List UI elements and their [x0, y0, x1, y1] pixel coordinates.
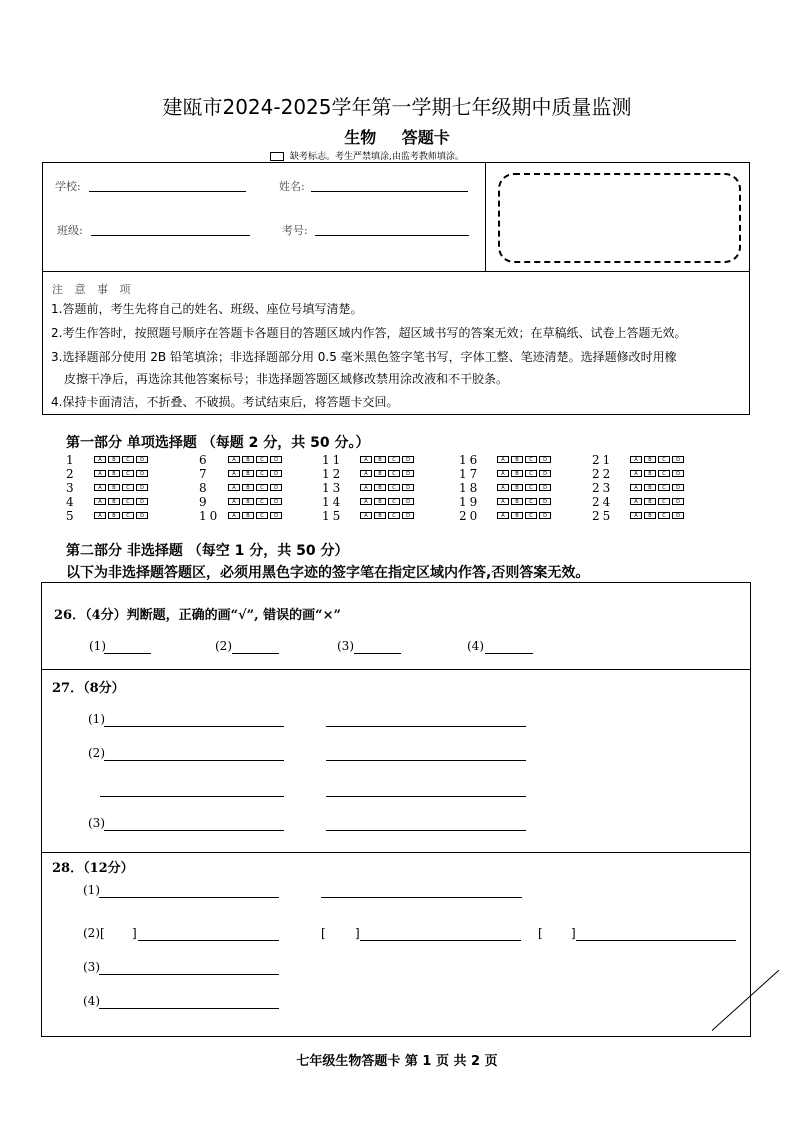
q27-answer-line[interactable]	[326, 796, 526, 797]
q27-answer-line[interactable]	[104, 726, 284, 727]
choice-bubble[interactable]: C	[525, 456, 537, 463]
q28-label: (2)[	[83, 926, 105, 940]
choice-bubble[interactable]: D	[402, 456, 414, 463]
name-field[interactable]	[311, 191, 468, 192]
q26-answer-line[interactable]	[354, 653, 401, 654]
choice-bubble[interactable]: D	[539, 484, 551, 491]
question-28-box	[41, 852, 751, 1037]
page-footer: 七年级生物答题卡 第 1 页 共 2 页	[296, 1054, 498, 1069]
choice-bubble[interactable]: C	[256, 512, 268, 519]
notice-item: 4.保持卡面清洁，不折叠、不破损。考试结束后，将答题卡交回。	[51, 395, 399, 409]
choice-bubble[interactable]: A	[630, 512, 642, 519]
choice-bubble[interactable]: D	[270, 470, 282, 477]
choice-options	[228, 484, 282, 491]
q28-bracket: ]	[132, 926, 137, 940]
divider	[485, 162, 486, 272]
choice-number: 5	[66, 509, 77, 523]
choice-options	[630, 456, 684, 463]
choice-bubble[interactable]: B	[644, 498, 656, 505]
choice-options	[630, 512, 684, 519]
choice-bubble[interactable]: D	[672, 456, 684, 463]
choice-bubble[interactable]: C	[256, 498, 268, 505]
choice-number: 6	[199, 453, 210, 467]
choice-bubble[interactable]: C	[388, 470, 400, 477]
choice-bubble[interactable]: D	[672, 470, 684, 477]
choice-bubble[interactable]: D	[136, 512, 148, 519]
choice-bubble[interactable]: A	[228, 470, 240, 477]
q27-answer-line[interactable]	[104, 760, 284, 761]
choice-bubble[interactable]: C	[658, 470, 670, 477]
choice-bubble[interactable]: A	[228, 456, 240, 463]
choice-bubble[interactable]: D	[672, 484, 684, 491]
divider	[42, 271, 750, 272]
q27-label: (3)	[88, 816, 105, 830]
choice-number: 24	[592, 495, 614, 509]
choice-bubble[interactable]: A	[360, 456, 372, 463]
choice-options	[228, 512, 282, 519]
q28-bracket: [	[321, 926, 326, 940]
choice-bubble[interactable]: C	[658, 456, 670, 463]
choice-bubble[interactable]: B	[242, 484, 254, 491]
q28-answer-line[interactable]	[360, 940, 521, 941]
choice-bubble[interactable]: A	[630, 498, 642, 505]
choice-bubble[interactable]: A	[630, 470, 642, 477]
choice-options	[630, 470, 684, 477]
choice-bubble[interactable]: B	[242, 456, 254, 463]
choice-options	[228, 456, 282, 463]
choice-bubble[interactable]: A	[94, 498, 106, 505]
school-label: 学校:	[55, 180, 81, 193]
part2-title: 第二部分 非选择题 （每空 1 分，共 50 分）	[66, 543, 349, 559]
notice-item: 2.考生作答时，按照题号顺序在答题卡各题目的答题区域内作答，超区域书写的答案无效；在草稿纸、试卷上答题无效。	[51, 326, 687, 340]
choice-number: 18	[459, 481, 481, 495]
choice-options	[94, 470, 148, 477]
choice-bubble[interactable]: D	[270, 512, 282, 519]
choice-bubble[interactable]: D	[672, 512, 684, 519]
choice-options	[630, 484, 684, 491]
choice-bubble[interactable]: B	[644, 484, 656, 491]
q28-label: (4)	[83, 994, 100, 1008]
choice-number: 12	[322, 467, 344, 481]
choice-options	[497, 456, 551, 463]
q28-bracket: ]	[571, 926, 576, 940]
choice-bubble[interactable]: D	[136, 470, 148, 477]
q26-label: (2)	[215, 639, 232, 653]
choice-bubble[interactable]: C	[256, 470, 268, 477]
choice-bubble[interactable]: A	[228, 512, 240, 519]
choice-bubble[interactable]: B	[108, 512, 120, 519]
q28-bracket: ]	[355, 926, 360, 940]
choice-bubble[interactable]: A	[497, 456, 509, 463]
choice-bubble[interactable]: C	[388, 484, 400, 491]
choice-options	[360, 456, 414, 463]
choice-number: 17	[459, 467, 481, 481]
q26-label: (4)	[467, 639, 484, 653]
choice-number: 13	[322, 481, 344, 495]
choice-bubble[interactable]: D	[539, 470, 551, 477]
choice-options	[497, 512, 551, 519]
choice-options	[228, 498, 282, 505]
choice-bubble[interactable]: C	[122, 470, 134, 477]
q26-label: (3)	[337, 639, 354, 653]
barcode-area	[498, 173, 741, 263]
choice-bubble[interactable]: B	[511, 498, 523, 505]
choice-bubble[interactable]: C	[525, 512, 537, 519]
q27-answer-line[interactable]	[104, 830, 284, 831]
absent-checkbox[interactable]	[270, 152, 284, 161]
q26-label: (1)	[89, 639, 106, 653]
choice-bubble[interactable]: D	[402, 512, 414, 519]
q27-answer-line[interactable]	[100, 796, 284, 797]
choice-bubble[interactable]: C	[658, 498, 670, 505]
choice-number: 21	[592, 453, 614, 467]
choice-bubble[interactable]: A	[228, 498, 240, 505]
choice-bubble[interactable]: B	[374, 470, 386, 477]
choice-bubble[interactable]: D	[270, 456, 282, 463]
choice-bubble[interactable]: A	[360, 470, 372, 477]
choice-bubble[interactable]: C	[122, 484, 134, 491]
q28-answer-line[interactable]	[321, 897, 522, 898]
choice-bubble[interactable]: B	[644, 512, 656, 519]
notice-item: 皮擦干净后，再选涂其他答案标号；非选择题答题区域修改禁用涂改液和不干胶条。	[64, 372, 509, 386]
choice-options	[497, 470, 551, 477]
choice-number: 7	[199, 467, 210, 481]
choice-number: 10	[199, 509, 221, 523]
absent-mark	[270, 149, 464, 162]
choice-number: 20	[459, 509, 481, 523]
choice-bubble[interactable]: D	[539, 512, 551, 519]
q27-label: (1)	[88, 712, 105, 726]
q28-label: (1)	[83, 883, 100, 897]
q28-answer-line[interactable]	[99, 897, 279, 898]
choice-bubble[interactable]: A	[497, 484, 509, 491]
choice-number: 11	[322, 453, 344, 467]
q26-answer-line[interactable]	[104, 653, 151, 654]
choice-options	[94, 498, 148, 505]
choice-bubble[interactable]: B	[108, 498, 120, 505]
choice-bubble[interactable]: C	[658, 484, 670, 491]
number-label: 考号:	[282, 224, 308, 237]
choice-bubble[interactable]: B	[374, 512, 386, 519]
choice-bubble[interactable]: A	[94, 456, 106, 463]
choice-bubble[interactable]: C	[525, 484, 537, 491]
choice-options	[360, 484, 414, 491]
choice-number: 8	[199, 481, 210, 495]
q28-answer-line[interactable]	[576, 940, 736, 941]
page-title: 建瓯市2024-2025学年第一学期七年级期中质量监测	[162, 95, 632, 119]
number-field[interactable]	[315, 235, 469, 236]
choice-bubble[interactable]: D	[402, 484, 414, 491]
choice-bubble[interactable]: D	[136, 484, 148, 491]
choice-bubble[interactable]: B	[511, 484, 523, 491]
choice-bubble[interactable]: C	[122, 512, 134, 519]
choice-bubble[interactable]: D	[539, 498, 551, 505]
school-field[interactable]	[89, 191, 246, 192]
choice-bubble[interactable]: D	[402, 470, 414, 477]
choice-bubble[interactable]: D	[270, 498, 282, 505]
choice-number: 2	[66, 467, 77, 481]
q27-answer-line[interactable]	[326, 830, 526, 831]
part1-title: 第一部分 单项选择题 （每题 2 分，共 50 分。）	[66, 435, 370, 451]
choice-options	[94, 484, 148, 491]
absent-note: 缺考标志。考生严禁填涂,由监考教师填涂。	[290, 152, 464, 162]
choice-bubble[interactable]: A	[94, 512, 106, 519]
choice-bubble[interactable]: B	[242, 498, 254, 505]
choice-bubble[interactable]: B	[644, 456, 656, 463]
choice-number: 4	[66, 495, 77, 509]
q27-label: (2)	[88, 746, 105, 760]
choice-number: 14	[322, 495, 344, 509]
choice-bubble[interactable]: A	[94, 484, 106, 491]
part2-instruction: 以下为非选择题答题区，必须用黑色字迹的签字笔在指定区域内作答,否则答案无效。	[66, 565, 590, 581]
choice-bubble[interactable]: C	[525, 470, 537, 477]
choice-bubble[interactable]: B	[644, 470, 656, 477]
choice-bubble[interactable]: D	[402, 498, 414, 505]
q27-answer-line[interactable]	[326, 726, 526, 727]
q26-answer-line[interactable]	[485, 653, 533, 654]
q26-answer-line[interactable]	[232, 653, 279, 654]
choice-bubble[interactable]: A	[94, 470, 106, 477]
choice-options	[94, 512, 148, 519]
class-field[interactable]	[91, 235, 250, 236]
choice-bubble[interactable]: A	[497, 498, 509, 505]
choice-bubble[interactable]: B	[374, 456, 386, 463]
choice-bubble[interactable]: B	[374, 498, 386, 505]
choice-bubble[interactable]: A	[228, 484, 240, 491]
choice-bubble[interactable]: A	[630, 456, 642, 463]
class-label: 班级:	[57, 224, 83, 237]
choice-number: 16	[459, 453, 481, 467]
choice-number: 23	[592, 481, 614, 495]
choice-number: 1	[66, 453, 77, 467]
choice-bubble[interactable]: D	[672, 498, 684, 505]
choice-bubble[interactable]: A	[630, 484, 642, 491]
choice-options	[360, 512, 414, 519]
choice-bubble[interactable]: C	[256, 484, 268, 491]
choice-bubble[interactable]: C	[658, 512, 670, 519]
choice-bubble[interactable]: B	[374, 484, 386, 491]
choice-number: 19	[459, 495, 481, 509]
choice-number: 15	[322, 509, 344, 523]
choice-bubble[interactable]: C	[122, 456, 134, 463]
choice-bubble[interactable]: A	[360, 512, 372, 519]
choice-number: 3	[66, 481, 77, 495]
choice-bubble[interactable]: C	[122, 498, 134, 505]
notice-title: 注 意 事 项	[52, 283, 135, 296]
choice-number: 9	[199, 495, 210, 509]
q28-bracket: [	[538, 926, 543, 940]
choice-bubble[interactable]: C	[525, 498, 537, 505]
page-subtitle: 生物 答题卡	[344, 128, 450, 147]
choice-bubble[interactable]: B	[108, 484, 120, 491]
question-27-head: 27．（8分）	[52, 681, 125, 696]
choice-bubble[interactable]: A	[360, 498, 372, 505]
choice-bubble[interactable]: B	[511, 470, 523, 477]
choice-options	[360, 498, 414, 505]
choice-bubble[interactable]: A	[497, 512, 509, 519]
choice-bubble[interactable]: D	[270, 484, 282, 491]
choice-options	[497, 484, 551, 491]
choice-bubble[interactable]: C	[256, 456, 268, 463]
choice-bubble[interactable]: D	[136, 456, 148, 463]
choice-options	[228, 470, 282, 477]
choice-bubble[interactable]: C	[388, 498, 400, 505]
choice-bubble[interactable]: B	[108, 456, 120, 463]
q28-answer-line[interactable]	[99, 974, 279, 975]
choice-bubble[interactable]: B	[511, 456, 523, 463]
choice-bubble[interactable]: D	[136, 498, 148, 505]
choice-bubble[interactable]: B	[108, 470, 120, 477]
choice-bubble[interactable]: D	[539, 456, 551, 463]
choice-options	[360, 470, 414, 477]
choice-options	[497, 498, 551, 505]
q27-answer-line[interactable]	[326, 760, 526, 761]
question-26-head: 26．（4分）判断题，正确的画“√”, 错误的画“×”	[54, 608, 342, 623]
name-label: 姓名:	[279, 180, 305, 193]
question-26-box	[41, 582, 751, 670]
notice-item: 1.答题前，考生先将自己的姓名、班级、座位号填写清楚。	[51, 302, 363, 316]
q28-label: (3)	[83, 960, 100, 974]
choice-bubble[interactable]: A	[360, 484, 372, 491]
choice-bubble[interactable]: C	[388, 512, 400, 519]
q28-answer-line[interactable]	[99, 1008, 279, 1009]
choice-bubble[interactable]: A	[497, 470, 509, 477]
choice-bubble[interactable]: B	[242, 470, 254, 477]
notice-item: 3.选择题部分使用 2B 铅笔填涂；非选择题部分用 0.5 毫米黑色签字笔书写，字体工整、笔迹清楚。选择题修改时用橡	[51, 350, 677, 364]
choice-number: 25	[592, 509, 614, 523]
choice-bubble[interactable]: C	[388, 456, 400, 463]
choice-number: 22	[592, 467, 614, 481]
choice-bubble[interactable]: B	[242, 512, 254, 519]
choice-options	[630, 498, 684, 505]
choice-options	[94, 456, 148, 463]
question-28-head: 28．（12分）	[52, 861, 134, 876]
choice-bubble[interactable]: B	[511, 512, 523, 519]
question-27-box	[41, 669, 751, 853]
q28-answer-line[interactable]	[138, 940, 279, 941]
